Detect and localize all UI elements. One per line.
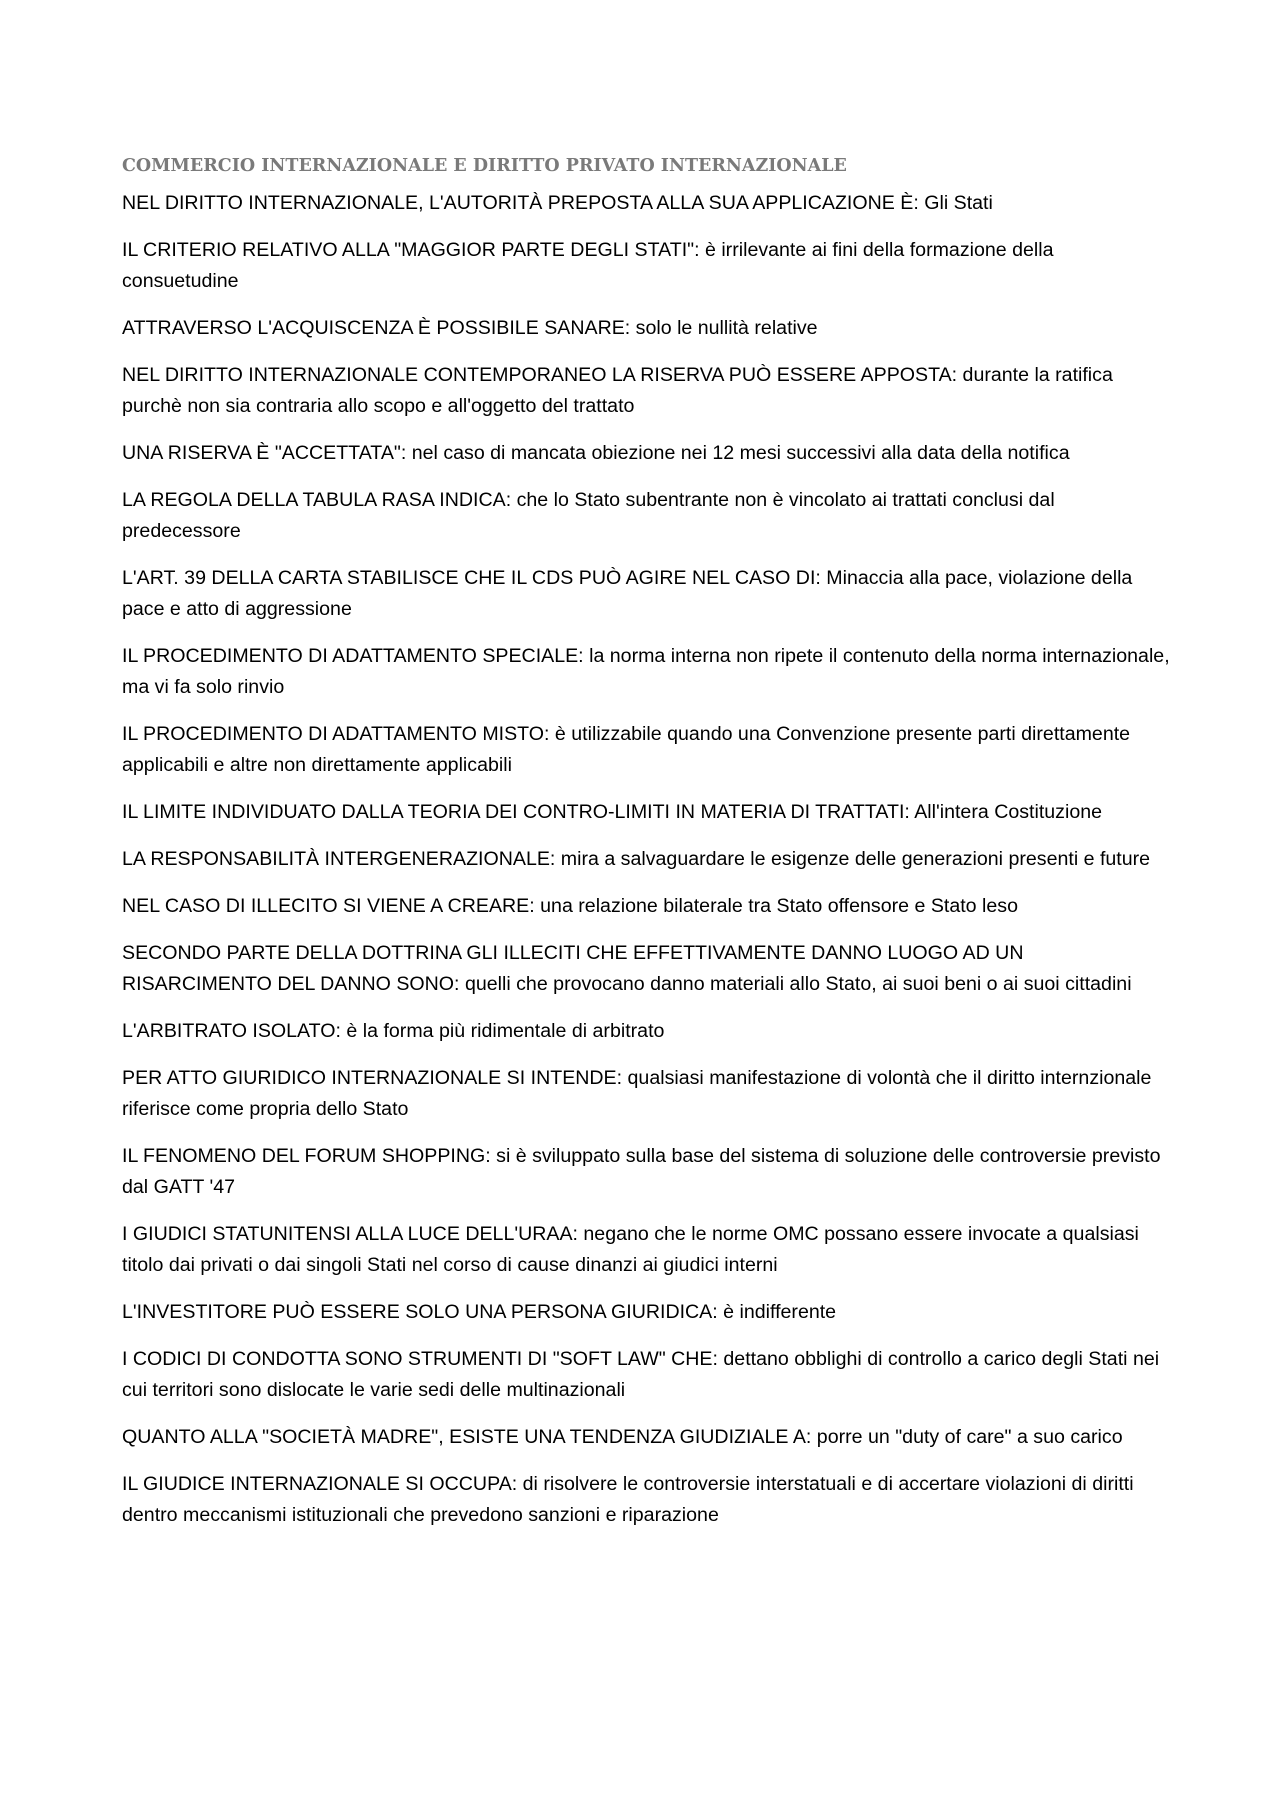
qa-entry <box>122 641 1172 703</box>
qa-entry <box>122 938 1172 1000</box>
qa-entry <box>122 360 1172 422</box>
qa-entry <box>122 844 1172 875</box>
answer-text: mira a salvaguardare le esigenze delle generazioni presenti e future <box>555 848 1151 870</box>
question-text: IL CRITERIO RELATIVO ALLA "MAGGIOR PARTE DEGLI STATI": <box>122 239 700 261</box>
question-text: IL FENOMENO DEL FORUM SHOPPING: <box>122 1145 491 1167</box>
qa-entry <box>122 563 1172 625</box>
answer-text: nel caso di mancata obiezione nei 12 mesi successivi alla data della notifica <box>406 442 1070 464</box>
qa-entry <box>122 188 1172 219</box>
answer-text: è irrilevante ai fini della formazione della consuetudine <box>122 239 1054 292</box>
question-text: L'ART. 39 DELLA CARTA STABILISCE CHE IL CDS PUÒ AGIRE NEL CASO DI: <box>122 567 821 589</box>
answer-text: è utilizzabile quando una Convenzione presente parti direttamente applicabili e altre non direttamente applicabili <box>122 723 1131 776</box>
answer-text: è la forma più ridimentale di arbitrato <box>340 1020 665 1042</box>
answer-text: porre un "duty of care" a suo carico <box>811 1426 1123 1448</box>
question-text: SECONDO PARTE DELLA DOTTRINA GLI ILLECITI CHE EFFETTIVAMENTE DANNO LUOGO AD UN RISARCIMENTO DEL DANNO SONO: <box>122 942 1024 995</box>
question-text: I CODICI DI CONDOTTA SONO STRUMENTI DI "SOFT LAW" CHE: <box>122 1348 718 1370</box>
answer-text: qualsiasi manifestazione di volontà che il diritto internzionale riferisce come propria dello Stato <box>122 1067 1152 1120</box>
qa-entry <box>122 1297 1172 1328</box>
qa-entry <box>122 1141 1172 1203</box>
qa-entry <box>122 235 1172 297</box>
question-text: NEL DIRITTO INTERNAZIONALE, L'AUTORITÀ PREPOSTA ALLA SUA APPLICAZIONE È: <box>122 192 919 214</box>
answer-text: è indifferente <box>717 1301 837 1323</box>
qa-entry <box>122 1219 1172 1281</box>
answer-text: Gli Stati <box>918 192 993 214</box>
answer-text: di risolvere le controversie interstatuali e di accertare violazioni di diritti dentro meccanismi istituzionali che prevedono sanzioni e riparazione <box>122 1473 1134 1526</box>
qa-entry <box>122 797 1172 828</box>
qa-entry <box>122 891 1172 922</box>
question-text: UNA RISERVA È "ACCETTATA": <box>122 442 407 464</box>
qa-entry <box>122 1422 1172 1453</box>
answer-text: negano che le norme OMC possano essere invocate a qualsiasi titolo dai privati o dai singoli Stati nel corso di cause dinanzi ai giudici interni <box>122 1223 1139 1276</box>
answer-text: una relazione bilaterale tra Stato offensore e Stato leso <box>534 895 1018 917</box>
qa-entry <box>122 1016 1172 1047</box>
question-text: IL PROCEDIMENTO DI ADATTAMENTO MISTO: <box>122 723 550 745</box>
qa-entry <box>122 719 1172 781</box>
question-text: LA REGOLA DELLA TABULA RASA INDICA: <box>122 489 512 511</box>
question-text: L'INVESTITORE PUÒ ESSERE SOLO UNA PERSONA GIURIDICA: <box>122 1301 718 1323</box>
qa-entry <box>122 485 1172 547</box>
question-text: I GIUDICI STATUNITENSI ALLA LUCE DELL'URAA: <box>122 1223 578 1245</box>
question-text: QUANTO ALLA "SOCIETÀ MADRE", ESISTE UNA TENDENZA GIUDIZIALE A: <box>122 1426 812 1448</box>
question-text: L'ARBITRATO ISOLATO: <box>122 1020 341 1042</box>
question-text: PER ATTO GIURIDICO INTERNAZIONALE SI INTENDE: <box>122 1067 623 1089</box>
answer-text: la norma interna non ripete il contenuto della norma internazionale, ma vi fa solo rinvio <box>122 645 1170 698</box>
answer-text: Minaccia alla pace, violazione della pace e atto di aggressione <box>122 567 1133 620</box>
qa-entry <box>122 1344 1172 1406</box>
answer-text: All'intera Costituzione <box>909 801 1103 823</box>
question-text: ATTRAVERSO L'ACQUISCENZA È POSSIBILE SANARE: <box>122 317 631 339</box>
question-text: LA RESPONSABILITÀ INTERGENERAZIONALE: <box>122 848 556 870</box>
document-title: COMMERCIO INTERNAZIONALE E DIRITTO PRIVATO INTERNAZIONALE <box>122 156 847 176</box>
qa-entry <box>122 1469 1172 1531</box>
question-text: NEL DIRITTO INTERNAZIONALE CONTEMPORANEO LA RISERVA PUÒ ESSERE APPOSTA: <box>122 364 958 386</box>
answer-text: durante la ratifica purchè non sia contraria allo scopo e all'oggetto del trattato <box>122 364 1113 417</box>
question-text: NEL CASO DI ILLECITO SI VIENE A CREARE: <box>122 895 535 917</box>
answer-text: che lo Stato subentrante non è vincolato ai trattati conclusi dal predecessore <box>122 489 1055 542</box>
question-text: IL PROCEDIMENTO DI ADATTAMENTO SPECIALE: <box>122 645 584 667</box>
question-text: IL GIUDICE INTERNAZIONALE SI OCCUPA: <box>122 1473 518 1495</box>
answer-text: dettano obblighi di controllo a carico degli Stati nei cui territori sono dislocate le varie sedi delle multinazionali <box>122 1348 1160 1401</box>
answer-text: solo le nullità relative <box>630 317 818 339</box>
answer-text: si è sviluppato sulla base del sistema di soluzione delle controversie previsto dal GATT '47 <box>122 1145 1161 1198</box>
qa-entry <box>122 1063 1172 1125</box>
qa-entry <box>122 438 1172 469</box>
qa-entry <box>122 313 1172 344</box>
question-text: IL LIMITE INDIVIDUATO DALLA TEORIA DEI CONTRO-LIMITI IN MATERIA DI TRATTATI: <box>122 801 910 823</box>
document-page <box>122 152 1172 1547</box>
answer-text: quelli che provocano danno materiali allo Stato, ai suoi beni o ai suoi cittadini <box>459 973 1132 995</box>
